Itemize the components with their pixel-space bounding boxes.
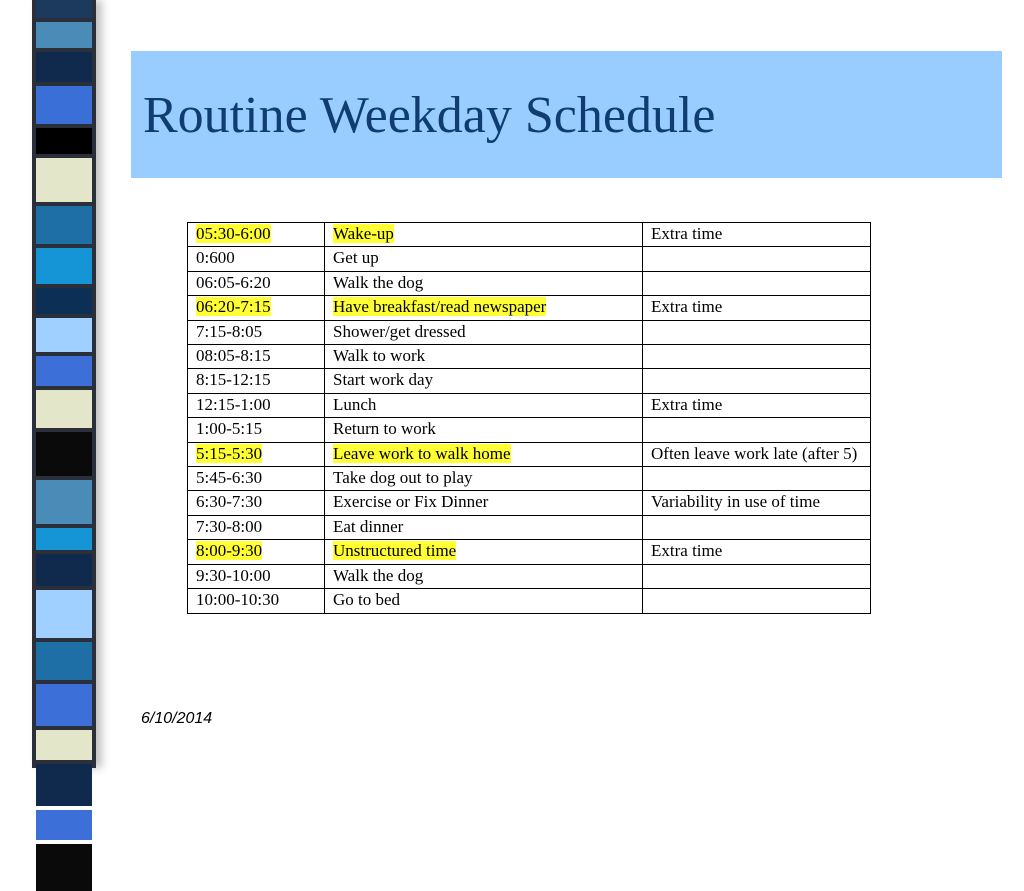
- activity-cell: [325, 247, 643, 271]
- note-cell: [643, 320, 871, 344]
- slide-title: Routine Weekday Schedule: [143, 87, 716, 144]
- note-cell: [643, 369, 871, 393]
- time-cell: [188, 247, 325, 271]
- stripe-segment: [36, 764, 92, 806]
- time-cell: [188, 491, 325, 515]
- time-cell-text: 7:15-8:05: [196, 321, 263, 341]
- activity-cell-text: Have breakfast/read newspaper: [333, 297, 547, 317]
- time-cell-text: 9:30-10:00: [196, 565, 271, 585]
- note-cell: [643, 540, 871, 564]
- table-row: [188, 296, 871, 320]
- activity-cell-text: Wake-up: [333, 224, 394, 243]
- activity-cell-text: Leave work to walk home: [333, 443, 511, 463]
- table-row: [188, 442, 871, 466]
- stripe-segment: [36, 0, 92, 18]
- activity-cell-text: Unstructured time: [333, 541, 457, 561]
- stripe-segment: [36, 52, 92, 82]
- stripe-segment: [36, 206, 92, 244]
- time-cell: [188, 564, 325, 588]
- time-cell-text: 5:15-5:30: [196, 443, 263, 463]
- table-row: [188, 345, 871, 369]
- time-cell-text: 5:45-6:30: [196, 468, 263, 488]
- activity-cell: [325, 320, 643, 344]
- note-cell-text: Extra time: [651, 541, 723, 561]
- stripe-segment: [36, 318, 92, 352]
- note-cell: [643, 442, 871, 466]
- note-cell: [643, 247, 871, 271]
- table-row: [188, 540, 871, 564]
- time-cell-text: 05:30-6:00: [196, 224, 271, 243]
- note-cell: [643, 589, 871, 613]
- note-cell: [643, 296, 871, 320]
- time-cell: [188, 296, 325, 320]
- stripe-segment: [36, 432, 92, 476]
- note-cell-text: Variability in use of time: [651, 492, 821, 512]
- activity-cell-text: Walk the dog: [333, 565, 424, 585]
- time-cell: [188, 223, 325, 247]
- table-row: [188, 223, 871, 247]
- table-row: [188, 320, 871, 344]
- time-cell: [188, 589, 325, 613]
- stripe-segment: [36, 128, 92, 154]
- title-banner: [131, 51, 1002, 178]
- activity-cell-text: Eat dinner: [333, 516, 404, 536]
- activity-cell-text: Walk the dog: [333, 272, 424, 292]
- note-cell: [643, 418, 871, 442]
- activity-cell: [325, 369, 643, 393]
- stripe-segment: [36, 288, 92, 314]
- table-row: [188, 589, 871, 613]
- time-cell-text: 1:00-5:15: [196, 419, 263, 439]
- activity-cell: [325, 442, 643, 466]
- stripe-segment: [36, 590, 92, 638]
- stripe-segment: [36, 356, 92, 386]
- time-cell: [188, 369, 325, 393]
- activity-cell: [325, 491, 643, 515]
- time-cell: [188, 442, 325, 466]
- time-cell: [188, 345, 325, 369]
- stripe-segment: [36, 158, 92, 202]
- time-cell: [188, 540, 325, 564]
- activity-cell-text: Shower/get dressed: [333, 321, 466, 341]
- activity-cell: [325, 223, 643, 247]
- stripe-segment: [36, 684, 92, 726]
- activity-cell-text: Lunch: [333, 394, 377, 414]
- time-cell-text: 12:15-1:00: [196, 394, 271, 414]
- table-row: [188, 515, 871, 539]
- table-row: [188, 247, 871, 271]
- stripe-segment: [36, 730, 92, 760]
- time-cell: [188, 393, 325, 417]
- time-cell-text: 8:00-9:30: [196, 541, 263, 561]
- time-cell: [188, 515, 325, 539]
- time-cell-text: 06:05-6:20: [196, 272, 271, 292]
- time-cell: [188, 467, 325, 491]
- activity-cell: [325, 296, 643, 320]
- note-cell: [643, 491, 871, 515]
- stripe-segment: [36, 22, 92, 48]
- time-cell-text: 08:05-8:15: [196, 346, 271, 366]
- time-cell-text: 06:20-7:15: [196, 297, 271, 317]
- activity-cell-text: Exercise or Fix Dinner: [333, 492, 489, 512]
- note-cell: [643, 564, 871, 588]
- note-cell: [643, 345, 871, 369]
- note-cell-text: Extra time: [651, 224, 723, 243]
- activity-cell: [325, 467, 643, 491]
- table-row: [188, 393, 871, 417]
- footer-date: 6/10/2014: [141, 710, 213, 727]
- stripe-segment: [36, 642, 92, 680]
- activity-cell: [325, 515, 643, 539]
- note-cell: [643, 467, 871, 491]
- time-cell-text: 7:30-8:00: [196, 516, 263, 536]
- table-row: [188, 491, 871, 515]
- activity-cell-text: Start work day: [333, 370, 434, 390]
- stripe-segment: [36, 248, 92, 284]
- table-row: [188, 418, 871, 442]
- stripe-segment: [36, 480, 92, 524]
- activity-cell-text: Go to bed: [333, 590, 401, 610]
- stripe-segment: [36, 390, 92, 428]
- activity-cell: [325, 393, 643, 417]
- activity-cell-text: Return to work: [333, 419, 436, 439]
- table-row: [188, 271, 871, 295]
- stripe-segment: [36, 86, 92, 124]
- activity-cell: [325, 589, 643, 613]
- note-cell-text: Extra time: [651, 394, 723, 414]
- note-cell: [643, 223, 871, 247]
- table-row: [188, 369, 871, 393]
- activity-cell-text: Walk to work: [333, 346, 426, 366]
- time-cell-text: 6:30-7:30: [196, 492, 263, 512]
- activity-cell-text: Get up: [333, 248, 379, 268]
- note-cell-text: Often leave work late (after 5): [651, 443, 858, 463]
- note-cell: [643, 515, 871, 539]
- stripe-segment: [36, 554, 92, 586]
- stripe-segment: [36, 844, 92, 891]
- time-cell: [188, 271, 325, 295]
- note-cell-text: Extra time: [651, 297, 723, 317]
- activity-cell: [325, 418, 643, 442]
- time-cell-text: 10:00-10:30: [196, 590, 280, 610]
- schedule-table: [187, 222, 871, 614]
- time-cell: [188, 320, 325, 344]
- time-cell-text: 0:600: [196, 248, 235, 268]
- activity-cell: [325, 540, 643, 564]
- table-row: [188, 467, 871, 491]
- activity-cell: [325, 271, 643, 295]
- activity-cell: [325, 345, 643, 369]
- time-cell: [188, 418, 325, 442]
- table-row: [188, 564, 871, 588]
- activity-cell: [325, 564, 643, 588]
- activity-cell-text: Take dog out to play: [333, 468, 473, 488]
- stripe-segment: [36, 810, 92, 840]
- time-cell-text: 8:15-12:15: [196, 370, 271, 390]
- decorative-stripe-bar: [32, 0, 96, 768]
- note-cell: [643, 271, 871, 295]
- stripe-segment: [36, 528, 92, 550]
- note-cell: [643, 393, 871, 417]
